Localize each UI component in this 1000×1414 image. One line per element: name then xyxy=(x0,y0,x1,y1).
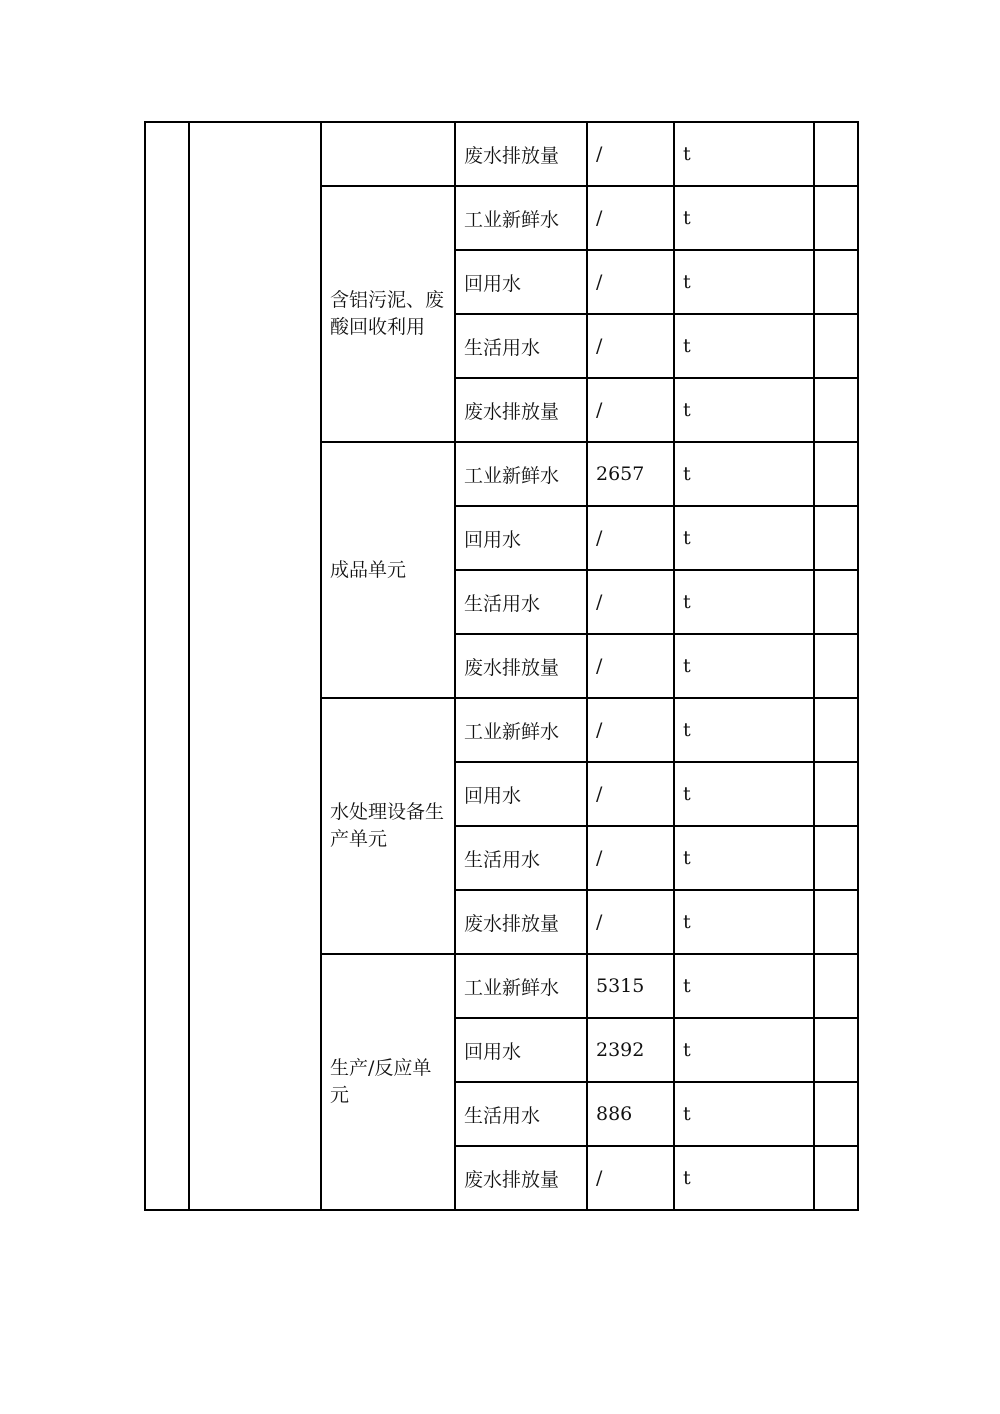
unit-cell: t xyxy=(674,698,814,762)
unit-cell: t xyxy=(674,442,814,506)
value-cell: / xyxy=(587,890,674,954)
item-cell: 生活用水 xyxy=(455,826,587,890)
remark-cell xyxy=(814,762,858,826)
unit-cell: t xyxy=(674,634,814,698)
value-cell: 5315 xyxy=(587,954,674,1018)
value-cell: / xyxy=(587,186,674,250)
unit-cell: t xyxy=(674,762,814,826)
unit-cell: t xyxy=(674,826,814,890)
remark-cell xyxy=(814,1018,858,1082)
value-cell: / xyxy=(587,250,674,314)
value-cell: / xyxy=(587,378,674,442)
unit-name-cell: 生产/反应单元 xyxy=(321,954,455,1210)
item-cell: 废水排放量 xyxy=(455,378,587,442)
item-cell: 工业新鲜水 xyxy=(455,186,587,250)
remark-cell xyxy=(814,570,858,634)
item-cell: 废水排放量 xyxy=(455,122,587,186)
unit-cell: t xyxy=(674,250,814,314)
remark-cell xyxy=(814,890,858,954)
value-cell: 886 xyxy=(587,1082,674,1146)
water-usage-table xyxy=(144,121,859,1211)
unit-cell: t xyxy=(674,570,814,634)
value-cell: 2392 xyxy=(587,1018,674,1082)
unit-name-cell: 含铝污泥、废酸回收利用 xyxy=(321,186,455,442)
item-cell: 回用水 xyxy=(455,1018,587,1082)
value-cell: / xyxy=(587,314,674,378)
item-cell: 工业新鲜水 xyxy=(455,954,587,1018)
unit-cell: t xyxy=(674,1146,814,1210)
unit-cell: t xyxy=(674,954,814,1018)
unit-cell: t xyxy=(674,1018,814,1082)
item-cell: 生活用水 xyxy=(455,314,587,378)
remark-cell xyxy=(814,1082,858,1146)
item-cell: 回用水 xyxy=(455,762,587,826)
remark-cell xyxy=(814,122,858,186)
value-cell: / xyxy=(587,506,674,570)
item-cell: 工业新鲜水 xyxy=(455,698,587,762)
value-cell: / xyxy=(587,698,674,762)
value-cell: / xyxy=(587,570,674,634)
unit-name-cell: 成品单元 xyxy=(321,442,455,698)
value-cell: / xyxy=(587,1146,674,1210)
remark-cell xyxy=(814,954,858,1018)
value-cell: 2657 xyxy=(587,442,674,506)
blank-column-cell xyxy=(145,122,189,1210)
remark-cell xyxy=(814,634,858,698)
unit-cell: t xyxy=(674,314,814,378)
remark-cell xyxy=(814,378,858,442)
remark-cell xyxy=(814,506,858,570)
item-cell: 废水排放量 xyxy=(455,1146,587,1210)
unit-cell: t xyxy=(674,186,814,250)
remark-cell xyxy=(814,442,858,506)
unit-cell: t xyxy=(674,506,814,570)
value-cell: / xyxy=(587,826,674,890)
remark-cell xyxy=(814,250,858,314)
unit-cell: t xyxy=(674,122,814,186)
unit-cell: t xyxy=(674,1082,814,1146)
remark-cell xyxy=(814,826,858,890)
item-cell: 生活用水 xyxy=(455,570,587,634)
unit-cell: t xyxy=(674,378,814,442)
item-cell: 生活用水 xyxy=(455,1082,587,1146)
unit-cell: t xyxy=(674,890,814,954)
remark-cell xyxy=(814,1146,858,1210)
remark-cell xyxy=(814,186,858,250)
item-cell: 工业新鲜水 xyxy=(455,442,587,506)
item-cell: 废水排放量 xyxy=(455,890,587,954)
unit-name-cell xyxy=(321,122,455,186)
unit-name-cell: 水处理设备生产单元 xyxy=(321,698,455,954)
remark-cell xyxy=(814,698,858,762)
value-cell: / xyxy=(587,122,674,186)
blank-column-cell xyxy=(189,122,321,1210)
value-cell: / xyxy=(587,762,674,826)
remark-cell xyxy=(814,314,858,378)
value-cell: / xyxy=(587,634,674,698)
item-cell: 回用水 xyxy=(455,506,587,570)
item-cell: 回用水 xyxy=(455,250,587,314)
item-cell: 废水排放量 xyxy=(455,634,587,698)
table-row xyxy=(145,122,858,186)
